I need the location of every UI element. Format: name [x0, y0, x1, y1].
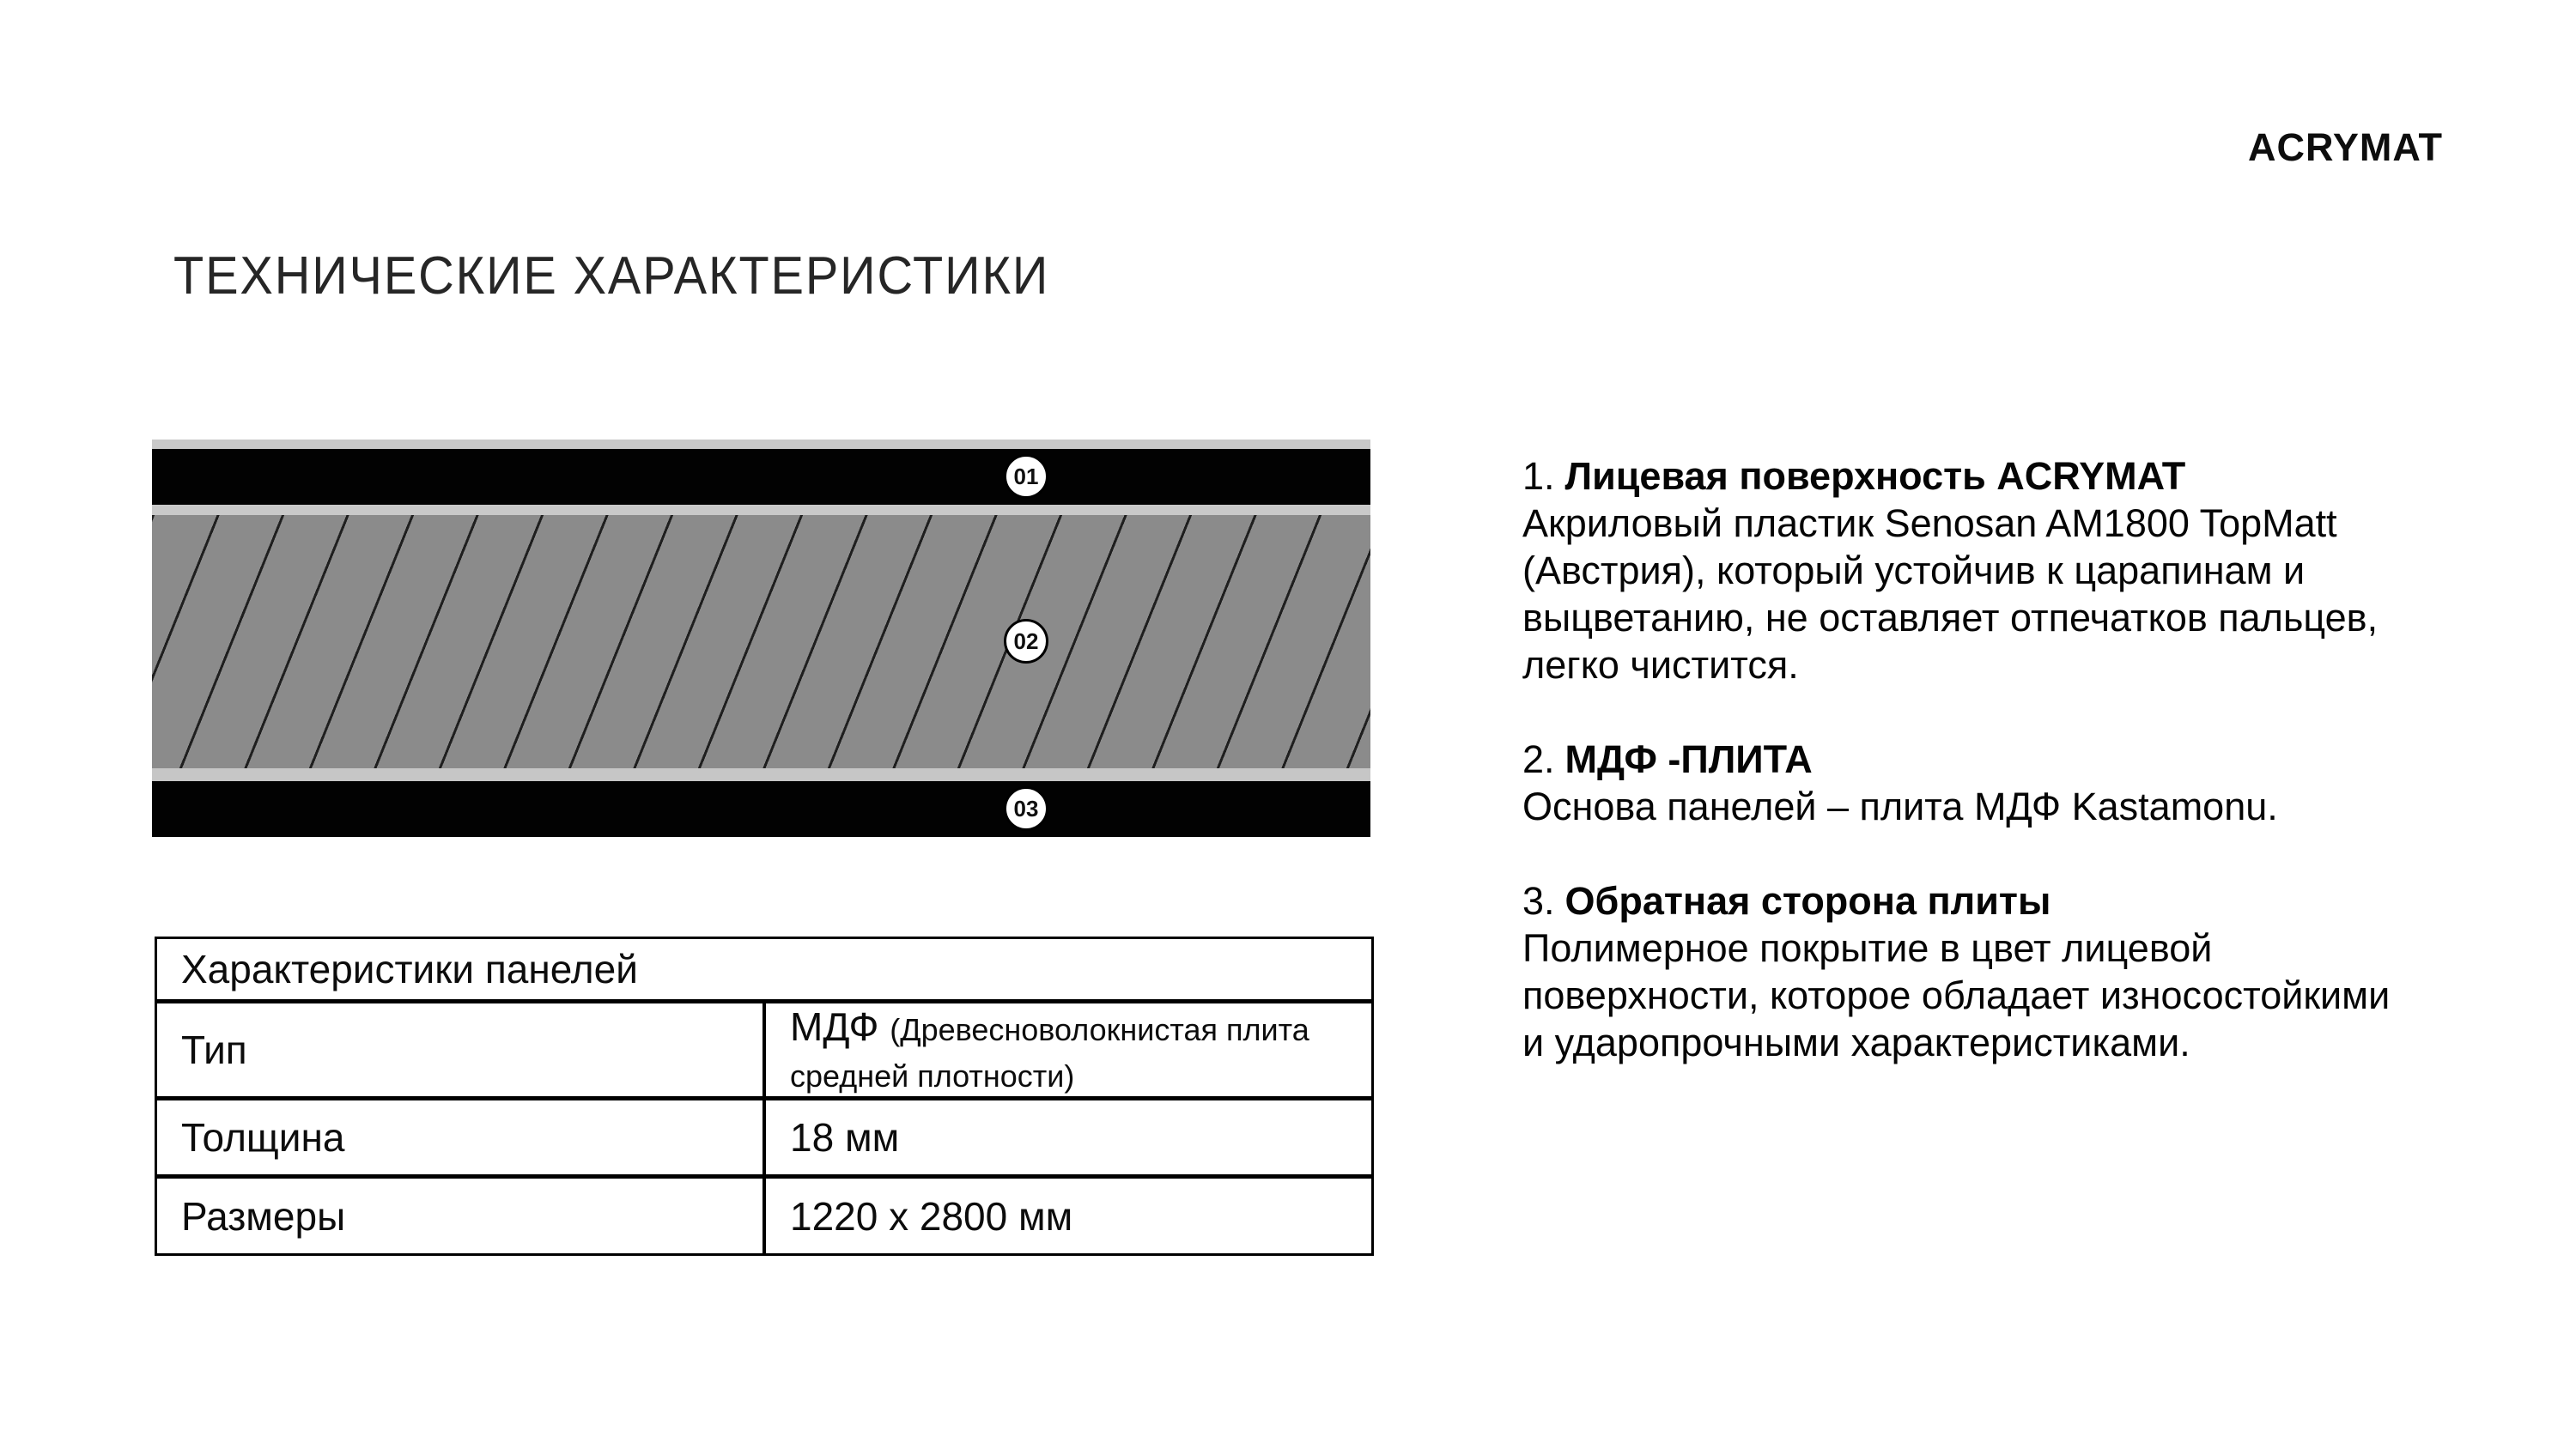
table-row	[156, 1177, 1373, 1255]
layer-badge-01	[1004, 454, 1048, 499]
spec-value-type	[764, 1002, 1373, 1099]
panel-cross-section-diagram	[152, 440, 1370, 837]
spec-value-dimensions	[764, 1177, 1373, 1255]
note-2-line: Основа панелей – плита МДФ Kastamonu.	[1522, 785, 2278, 828]
note-1-title: Лицевая поверхность ACRYMAT	[1564, 454, 2186, 498]
note-1-heading	[1522, 452, 2518, 500]
spec-label-type: Тип	[156, 1002, 765, 1099]
spec-value-dimensions-main: 1220 x 2800 мм	[790, 1193, 1073, 1239]
layer-badge-02	[1004, 619, 1048, 664]
note-2-number: 2.	[1522, 737, 1555, 781]
back-side-layer	[152, 781, 1370, 837]
mdf-core-layer	[152, 515, 1370, 768]
layer-badge-01-label: 01	[1013, 463, 1039, 489]
table-title: Характеристики панелей	[156, 938, 1373, 1002]
table-header-row	[156, 938, 1373, 1002]
note-1-line: Акриловый пластик Senosan AM1800 TopMatt	[1522, 501, 2337, 545]
table-row	[156, 1099, 1373, 1177]
note-1-line: выцветанию, не оставляет отпечатков пальцев,	[1522, 596, 2379, 640]
note-1-line: (Австрия), который устойчив к царапинам и	[1522, 549, 2306, 592]
spec-value-thickness	[764, 1099, 1373, 1177]
page-title: ТЕХНИЧЕСКИЕ ХАРАКТЕРИСТИКИ	[173, 246, 1050, 306]
spec-value-type-main: МДФ	[790, 1004, 879, 1049]
layer-badge-03	[1004, 786, 1048, 831]
spec-label-thickness: Толщина	[156, 1099, 765, 1177]
note-2-heading	[1522, 736, 2518, 783]
top-coating-strip	[152, 440, 1370, 449]
spec-value-thickness-main: 18 мм	[790, 1115, 900, 1160]
spec-value-type-note: (Древесноволокнистая плита средней плотности)	[790, 1012, 1309, 1094]
note-block-1	[1522, 452, 2518, 688]
spec-label-dimensions: Размеры	[156, 1177, 765, 1255]
upper-bonding-strip	[152, 505, 1370, 515]
note-3-line: поверхности, которое обладает износостойкими	[1522, 973, 2391, 1017]
layer-badge-02-label: 02	[1013, 627, 1039, 654]
specs-table	[155, 937, 1374, 1256]
lower-bonding-strip	[152, 768, 1370, 781]
notes-column	[1522, 452, 2518, 1113]
brand-logo: ACRYMAT	[2248, 125, 2443, 169]
note-2-title: МДФ -ПЛИТА	[1564, 737, 1813, 781]
note-3-number: 3.	[1522, 879, 1555, 923]
note-3-heading	[1522, 877, 2518, 925]
table-row	[156, 1002, 1373, 1099]
note-3-title: Обратная сторона плиты	[1564, 879, 2051, 923]
note-block-3	[1522, 877, 2518, 1066]
layer-badge-03-label: 03	[1013, 795, 1039, 822]
facing-surface-layer	[152, 449, 1370, 505]
note-1-line: легко чистится.	[1522, 643, 1799, 687]
note-3-line: Полимерное покрытие в цвет лицевой	[1522, 926, 2213, 970]
note-1-number: 1.	[1522, 454, 1555, 498]
note-block-2	[1522, 736, 2518, 830]
note-3-line: и ударопрочными характеристиками.	[1522, 1021, 2190, 1064]
